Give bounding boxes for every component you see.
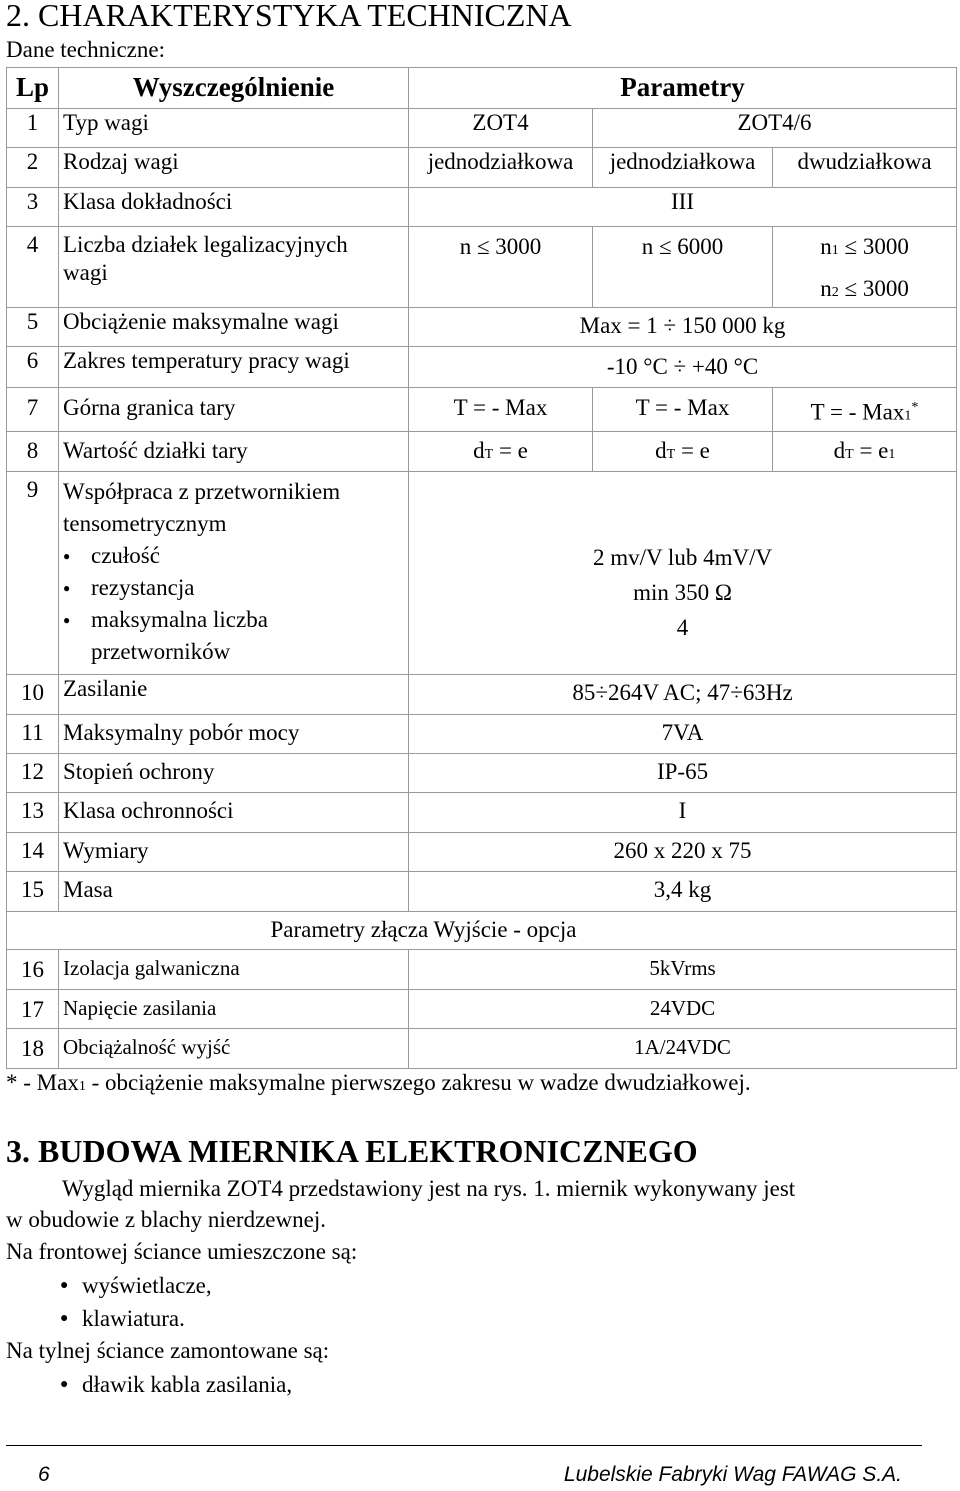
row-value: 260 x 220 x 75	[409, 832, 957, 871]
row-name: Masa	[59, 871, 409, 911]
row-value: dT = e	[593, 431, 773, 471]
list-item: ● dławik kabla zasilania,	[60, 1370, 292, 1400]
row-lp: 18	[7, 1028, 59, 1068]
value-line: 2 mv/V lub 4mV/V	[592, 544, 773, 570]
row-value	[409, 471, 957, 674]
table-row	[7, 832, 957, 871]
spec-table	[6, 67, 957, 1069]
row-lp: 13	[7, 792, 59, 832]
paragraph-line: Wygląd miernika ZOT4 przedstawiony jest na rys. 1. miernik wykonywany jest	[62, 1176, 796, 1201]
header-spec: Wyszczególnienie	[59, 68, 409, 109]
table-row	[7, 148, 957, 188]
row-value: I	[409, 792, 957, 832]
row-name: Górna granica tary	[59, 388, 409, 432]
table-footnote: * - Max1 - obciążenie maksymalne pierwszego zakresu w wadze dwudziałkowej.	[6, 1070, 751, 1095]
row-value: n ≤ 3000	[409, 227, 593, 308]
list-item: ● czułość	[63, 540, 404, 572]
row-name-line: Współpraca z przetwornikiem	[63, 478, 341, 504]
table-row	[7, 227, 957, 308]
table-row	[7, 989, 957, 1028]
row-name: Rodzaj wagi	[59, 148, 409, 188]
row-name: Obciążalność wyjść	[59, 1028, 409, 1068]
value-line: n2 ≤ 3000	[820, 276, 909, 301]
row-name	[59, 471, 409, 674]
row-name-line: tensometrycznym	[63, 510, 227, 536]
row-lp: 16	[7, 949, 59, 989]
header-params: Parametry	[409, 68, 957, 109]
row-lp: 12	[7, 753, 59, 792]
header-lp: Lp	[7, 68, 59, 109]
row-value: dwudziałkowa	[773, 148, 957, 188]
row-name: Wartość działki tary	[59, 431, 409, 471]
row-lp: 9	[7, 471, 59, 674]
list-item: ● wyświetlacze,	[60, 1271, 212, 1301]
row-lp: 17	[7, 989, 59, 1028]
table-row	[7, 714, 957, 753]
table-row	[7, 188, 957, 227]
list-item: ● klawiatura.	[60, 1304, 185, 1334]
row-value: 3,4 kg	[409, 871, 957, 911]
row-lp: 1	[7, 109, 59, 148]
row-name: Napięcie zasilania	[59, 989, 409, 1028]
row-name	[59, 227, 409, 308]
table-row	[7, 871, 957, 911]
table-row	[7, 1028, 957, 1068]
row-value: dT = e1	[773, 431, 957, 471]
page-number: 6	[38, 1463, 50, 1486]
row-value: IP-65	[409, 753, 957, 792]
row-lp: 3	[7, 188, 59, 227]
paragraph-line: w obudowie z blachy nierdzewnej.	[6, 1207, 326, 1232]
row-name: Obciążenie maksymalne wagi	[59, 308, 409, 347]
row-value: T = - Max	[593, 388, 773, 432]
row-value: 7VA	[409, 714, 957, 753]
row-value: dT = e	[409, 431, 593, 471]
row-value: 1A/24VDC	[409, 1028, 957, 1068]
row-name: Klasa ochronności	[59, 792, 409, 832]
table-row	[7, 792, 957, 832]
row-name: Maksymalny pobór mocy	[59, 714, 409, 753]
row-value: jednodziałkowa	[409, 148, 593, 188]
row-name-line: wagi	[63, 260, 108, 285]
row-value: n ≤ 6000	[593, 227, 773, 308]
section-title: Parametry złącza Wyjście - opcja	[7, 911, 957, 949]
table-row	[7, 388, 957, 432]
row-lp: 11	[7, 714, 59, 753]
table-header-row	[7, 68, 957, 109]
row-value: ZOT4/6	[593, 109, 957, 148]
row-lp: 2	[7, 148, 59, 188]
row-value: T = - Max	[409, 388, 593, 432]
row-lp: 6	[7, 347, 59, 388]
table-row	[7, 471, 957, 674]
row-lp: 14	[7, 832, 59, 871]
value-line: 4	[676, 614, 689, 640]
row-value: III	[409, 188, 957, 227]
list-item: ● rezystancja	[63, 572, 404, 604]
row-name-line: Liczba działek legalizacyjnych	[63, 232, 348, 257]
list-item: ● maksymalna liczba	[63, 604, 404, 636]
value-line: min 350 Ω	[633, 579, 732, 605]
section-heading-2: 2. CHARAKTERYSTYKA TECHNICZNA	[6, 0, 572, 33]
row-value: Max = 1 ÷ 150 000 kg	[409, 308, 957, 347]
row-value: 85÷264V AC; 47÷63Hz	[409, 674, 957, 714]
table-row	[7, 949, 957, 989]
company-name: Lubelskie Fabryki Wag FAWAG S.A.	[563, 1463, 902, 1486]
front-intro: Na frontowej ściance umieszczone są:	[6, 1239, 358, 1264]
row-value: 24VDC	[409, 989, 957, 1028]
back-intro: Na tylnej ściance zamontowane są:	[6, 1338, 330, 1363]
row-lp: 4	[7, 227, 59, 308]
row-lp: 7	[7, 388, 59, 432]
row-name: Typ wagi	[59, 109, 409, 148]
table-row	[7, 674, 957, 714]
table-section-row	[7, 911, 957, 949]
row-name: Stopień ochrony	[59, 753, 409, 792]
row-name: Klasa dokładności	[59, 188, 409, 227]
row-value: jednodziałkowa	[593, 148, 773, 188]
row-value: ZOT4	[409, 109, 593, 148]
row-name: Wymiary	[59, 832, 409, 871]
table-row	[7, 308, 957, 347]
row-lp: 8	[7, 431, 59, 471]
row-value: -10 °C ÷ +40 °C	[409, 347, 957, 388]
row-name: Zasilanie	[59, 674, 409, 714]
section-heading-3: 3. BUDOWA MIERNIKA ELEKTRONICZNEGO	[6, 1133, 698, 1169]
table-row	[7, 431, 957, 471]
table-row	[7, 109, 957, 148]
table-row	[7, 753, 957, 792]
row-value: 5kVrms	[409, 949, 957, 989]
row-value: T = - Max1*	[773, 388, 957, 432]
row-name: Zakres temperatury pracy wagi	[59, 347, 409, 388]
row-lp: 10	[7, 674, 59, 714]
row-lp: 5	[7, 308, 59, 347]
subheading: Dane techniczne:	[6, 37, 165, 62]
row-lp: 15	[7, 871, 59, 911]
table-row	[7, 347, 957, 388]
list-item-continued: przetworników	[91, 638, 231, 664]
footer-rule	[6, 1445, 922, 1446]
row-name: Izolacja galwaniczna	[59, 949, 409, 989]
value-line: n1 ≤ 3000	[820, 234, 909, 259]
row-value	[773, 227, 957, 308]
